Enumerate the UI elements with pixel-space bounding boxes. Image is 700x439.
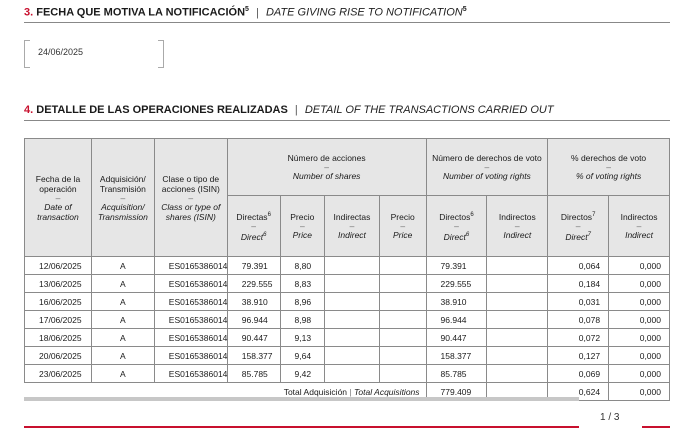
footer-red-line-left <box>24 426 579 428</box>
header-indirect-rights: Indirectos – Indirect <box>487 196 548 257</box>
header-indirect-pct: Indirectos – Indirect <box>609 196 670 257</box>
cell-indirect-price <box>379 329 426 347</box>
section-4-title <box>24 104 554 116</box>
total-direct-rights: 779.409 <box>426 383 487 401</box>
header-pct-voting-rights: % derechos de voto – % of voting rights <box>548 139 670 196</box>
section-4-separator: | <box>294 104 298 116</box>
cell-price: 8,83 <box>280 275 325 293</box>
cell-transaction-type: A <box>91 257 154 275</box>
cell-indirect-shares <box>325 257 380 275</box>
cell-isin: ES0165386014 <box>154 329 227 347</box>
header-price: Precio – Price <box>280 196 325 257</box>
header-indirect-shares: Indirectas – Indirect <box>325 196 380 257</box>
header-number-of-shares: Número de acciones – Number of shares <box>227 139 426 196</box>
cell-indirect-rights <box>487 329 548 347</box>
cell-indirect-pct: 0,000 <box>609 275 670 293</box>
cell-indirect-rights <box>487 293 548 311</box>
cell-transaction-date: 20/06/2025 <box>25 347 92 365</box>
section-4-rule <box>24 120 670 121</box>
cell-transaction-date: 18/06/2025 <box>25 329 92 347</box>
cell-transaction-type: A <box>91 329 154 347</box>
cell-indirect-pct: 0,000 <box>609 329 670 347</box>
cell-isin: ES0165386014 <box>154 257 227 275</box>
cell-indirect-shares <box>325 293 380 311</box>
header-direct-rights: Directos$^6$ – Direct$^6$ <box>426 196 487 257</box>
section-3-title-en: DATE GIVING RISE TO NOTIFICATION <box>265 6 463 19</box>
header-voting-rights: Número de derechos de voto – Number of voting rights <box>426 139 548 196</box>
header-acquisition: Adquisición/ Transmisión – Acquisition/ Transmission <box>91 139 154 257</box>
total-label: Total Adquisición | Total Acquisitions <box>227 383 426 401</box>
cell-direct-rights: 38.910 <box>426 293 487 311</box>
section-3-separator: | <box>256 6 259 19</box>
cell-direct-pct: 0,072 <box>548 329 609 347</box>
footer-red-line-right <box>642 426 670 428</box>
cell-isin: ES0165386014 <box>154 347 227 365</box>
cell-direct-rights: 96.944 <box>426 311 487 329</box>
cell-transaction-date: 16/06/2025 <box>25 293 92 311</box>
section-4-title-es: DETALLE DE LAS OPERACIONES REALIZADAS <box>36 104 288 116</box>
cell-isin: ES0165386014 <box>154 293 227 311</box>
table-bottom-bar <box>24 397 579 401</box>
cell-isin: ES0165386014 <box>154 365 227 383</box>
cell-direct-shares: 90.447 <box>227 329 280 347</box>
cell-transaction-date: 12/06/2025 <box>25 257 92 275</box>
cell-price: 8,96 <box>280 293 325 311</box>
cell-transaction-type: A <box>91 293 154 311</box>
cell-indirect-rights <box>487 275 548 293</box>
section-3-sup-en: 5 <box>462 6 467 13</box>
section-3-number: 3. <box>24 6 34 19</box>
cell-indirect-rights <box>487 257 548 275</box>
cell-indirect-shares <box>325 329 380 347</box>
cell-indirect-rights <box>487 347 548 365</box>
table-row <box>25 275 670 293</box>
cell-indirect-price <box>379 293 426 311</box>
cell-indirect-price <box>379 311 426 329</box>
cell-indirect-rights <box>487 311 548 329</box>
cell-direct-pct: 0,127 <box>548 347 609 365</box>
transactions-table <box>24 138 670 401</box>
cell-direct-rights: 79.391 <box>426 257 487 275</box>
notification-date-value: 24/06/2025 <box>38 47 84 57</box>
cell-transaction-date: 13/06/2025 <box>25 275 92 293</box>
cell-indirect-shares <box>325 365 380 383</box>
cell-indirect-rights <box>487 365 548 383</box>
cell-indirect-pct: 0,000 <box>609 257 670 275</box>
cell-direct-shares: 158.377 <box>227 347 280 365</box>
cell-direct-shares: 229.555 <box>227 275 280 293</box>
section-3-sup-es: 5 <box>245 6 249 13</box>
cell-indirect-shares <box>325 347 380 365</box>
cell-price: 8,80 <box>280 257 325 275</box>
cell-indirect-pct: 0,000 <box>609 293 670 311</box>
header-class: Clase o tipo de acciones (ISIN) – Class or type of shares (ISIN) <box>154 139 227 257</box>
cell-indirect-pct: 0,000 <box>609 311 670 329</box>
cell-transaction-type: A <box>91 275 154 293</box>
table-row <box>25 311 670 329</box>
cell-direct-rights: 85.785 <box>426 365 487 383</box>
table-row <box>25 365 670 383</box>
section-4-title-en: DETAIL OF THE TRANSACTIONS CARRIED OUT <box>304 104 554 116</box>
cell-direct-shares: 79.391 <box>227 257 280 275</box>
cell-direct-pct: 0,184 <box>548 275 609 293</box>
cell-direct-rights: 229.555 <box>426 275 487 293</box>
header-direct-pct: Directos$^7$ – Direct$^7$ <box>548 196 609 257</box>
cell-direct-rights: 90.447 <box>426 329 487 347</box>
cell-isin: ES0165386014 <box>154 275 227 293</box>
cell-transaction-date: 23/06/2025 <box>25 365 92 383</box>
table-row <box>25 293 670 311</box>
date-bracket-left <box>24 40 30 68</box>
cell-indirect-shares <box>325 311 380 329</box>
table-row <box>25 257 670 275</box>
cell-transaction-date: 17/06/2025 <box>25 311 92 329</box>
cell-direct-pct: 0,031 <box>548 293 609 311</box>
cell-indirect-price <box>379 365 426 383</box>
section-3-rule <box>24 22 670 23</box>
date-bracket-right <box>158 40 164 68</box>
cell-price: 8,98 <box>280 311 325 329</box>
cell-isin: ES0165386014 <box>154 311 227 329</box>
section-3-title <box>24 6 467 19</box>
table-row <box>25 347 670 365</box>
cell-transaction-type: A <box>91 365 154 383</box>
cell-indirect-price <box>379 275 426 293</box>
total-direct-pct: 0,624 <box>548 383 609 401</box>
header-direct-shares: Directas$^6$ – Direct$^6$ <box>227 196 280 257</box>
cell-transaction-type: A <box>91 311 154 329</box>
section-3-title-es: FECHA QUE MOTIVA LA NOTIFICACIÓN <box>36 6 246 19</box>
page-number: 1 / 3 <box>600 412 620 423</box>
header-date: Fecha de la operación – Date of transaction <box>25 139 92 257</box>
cell-direct-rights: 158.377 <box>426 347 487 365</box>
cell-direct-shares: 85.785 <box>227 365 280 383</box>
cell-indirect-pct: 0,000 <box>609 347 670 365</box>
cell-indirect-price <box>379 257 426 275</box>
cell-indirect-shares <box>325 275 380 293</box>
header-price-2: Precio – Price <box>379 196 426 257</box>
cell-price: 9,42 <box>280 365 325 383</box>
cell-indirect-price <box>379 347 426 365</box>
cell-transaction-type: A <box>91 347 154 365</box>
cell-indirect-pct: 0,000 <box>609 365 670 383</box>
cell-price: 9,64 <box>280 347 325 365</box>
cell-direct-pct: 0,078 <box>548 311 609 329</box>
cell-price: 9,13 <box>280 329 325 347</box>
table-row <box>25 329 670 347</box>
cell-direct-shares: 38.910 <box>227 293 280 311</box>
cell-direct-shares: 96.944 <box>227 311 280 329</box>
notification-date-field[interactable] <box>24 40 164 66</box>
section-4-number: 4. <box>24 104 34 116</box>
cell-direct-pct: 0,069 <box>548 365 609 383</box>
total-indirect-pct: 0,000 <box>609 383 670 401</box>
cell-direct-pct: 0,064 <box>548 257 609 275</box>
